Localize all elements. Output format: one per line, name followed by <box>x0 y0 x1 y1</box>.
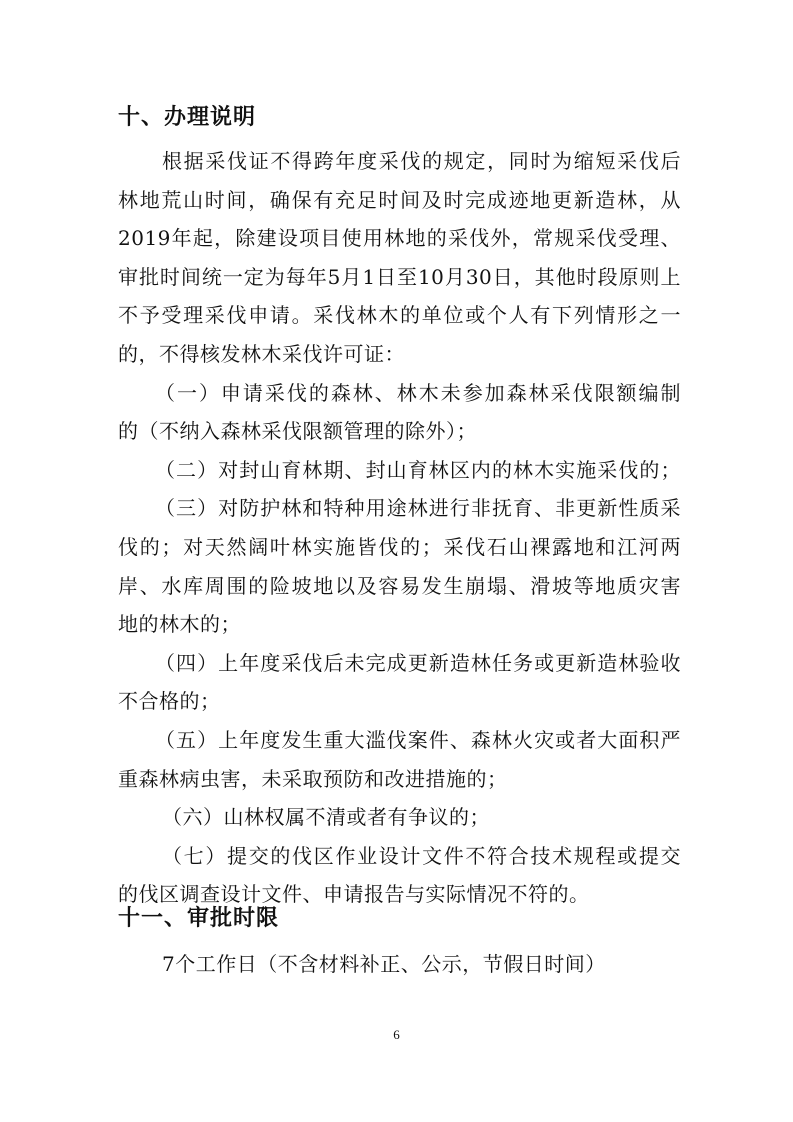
paragraph-line: 不予受理采伐申请。采伐林木的单位或个人有下列情形之一 <box>118 303 681 327</box>
paragraph-line: 的，不得核发林木采伐许可证： <box>118 342 405 366</box>
list-item-5-line: 重森林病虫害，未采取预防和改进措施的； <box>118 767 508 791</box>
approval-time-limit-text: 7个工作日（不含材料补正、公示，节假日时间） <box>162 952 606 976</box>
list-item-7-line: 的伐区调查设计文件、申请报告与实际情况不符的。 <box>118 882 590 906</box>
paragraph-line: 根据采伐证不得跨年度采伐的规定，同时为缩短采伐后 <box>162 149 681 173</box>
list-item-1-line: 的（不纳入森林采伐限额管理的除外）； <box>118 419 477 443</box>
list-item-4-line: （四）上年度采伐后未完成更新造林任务或更新造林验收 <box>155 651 681 675</box>
list-item-7-line: （七）提交的伐区作业设计文件不符合技术规程或提交 <box>162 844 681 868</box>
list-item-4-line: 不合格的； <box>118 689 221 713</box>
list-item-3-line: 岸、水库周围的险坡地以及容易发生崩塌、滑坡等地质灾害 <box>118 574 681 598</box>
page-number: 6 <box>393 1027 400 1042</box>
list-item-1-line: （一）申请采伐的森林、林木未参加森林采伐限额编制 <box>155 381 681 405</box>
list-item-3-line: （三）对防护林和特种用途林进行非抚育、非更新性质采 <box>155 496 681 520</box>
list-item-3-line: 地的林木的； <box>118 612 241 636</box>
section-heading-processing-notes: 十、办理说明 <box>118 105 257 130</box>
section-heading-approval-time-limit: 十一、审批时限 <box>118 906 280 931</box>
paragraph-line: 2019年起，除建设项目使用林地的采伐外，常规采伐受理、 <box>118 226 681 250</box>
list-item-5-line: （五）上年度发生重大滥伐案件、森林火灾或者大面积严 <box>155 728 681 752</box>
list-item-3-line: 伐的；对天然阔叶林实施皆伐的；采伐石山裸露地和江河两 <box>118 535 681 559</box>
list-item-2-line: （二）对封山育林期、封山育林区内的林木实施采伐的； <box>155 458 681 482</box>
list-item-6-line: （六）山林权属不清或者有争议的； <box>162 805 490 829</box>
paragraph-line: 审批时间统一定为每年5月1日至10月30日，其他时段原则上 <box>118 265 681 289</box>
paragraph-line: 林地荒山时间，确保有充足时间及时完成迹地更新造林，从 <box>118 188 681 212</box>
